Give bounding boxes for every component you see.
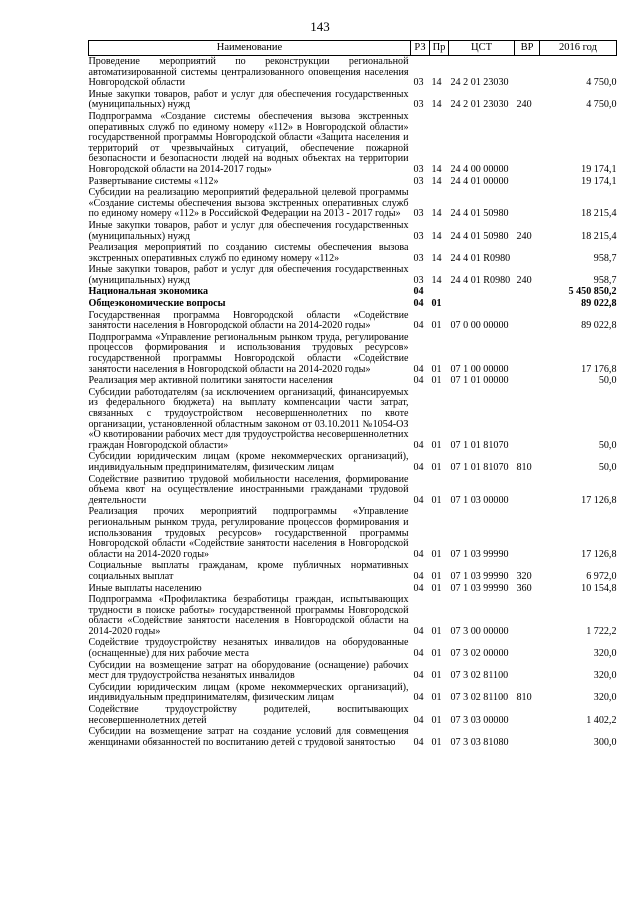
header-pr: Пр (430, 41, 449, 56)
header-cst: ЦСТ (449, 41, 515, 56)
row-vr-cell (515, 298, 540, 310)
row-cst-cell: 07 1 03 99990 (450, 582, 509, 594)
table-header (89, 41, 617, 56)
row-name-cell: Иные выплаты населению (88, 582, 202, 594)
row-rz-cell: 03 (413, 230, 424, 242)
table-row (89, 242, 617, 264)
row-sum-cell: 320,0 (593, 670, 617, 682)
row-sum-cell: 17 126,8 (581, 548, 617, 560)
row-sum-cell: 17 176,8 (581, 363, 617, 375)
row-cst-cell: 07 3 03 81080 (450, 736, 509, 748)
table-row (89, 560, 617, 582)
row-cst-cell: 24 4 01 R0980 (450, 252, 511, 264)
row-rz-cell: 04 (413, 625, 424, 637)
table-row (89, 637, 617, 659)
row-rz-cell: 03 (413, 252, 424, 264)
row-rz-cell: 03 (413, 274, 424, 286)
row-cst-cell: 24 4 01 R0980 (450, 274, 511, 286)
header-vr: ВР (515, 41, 540, 56)
row-rz-cell: 03 (413, 163, 424, 175)
row-pr-cell: 01 (431, 375, 442, 387)
table-row (89, 176, 617, 188)
row-pr-cell: 01 (431, 439, 442, 451)
table-row (89, 220, 617, 242)
row-name-cell: Развертывание системы «112» (88, 175, 219, 187)
table-row (89, 264, 617, 286)
row-pr-cell: 14 (431, 274, 442, 286)
table-row (89, 660, 617, 682)
row-rz-cell: 04 (413, 320, 424, 332)
row-rz-cell: 04 (413, 375, 424, 387)
row-vr-cell: 360 (516, 582, 532, 594)
row-vr-cell (515, 187, 540, 220)
row-rz-cell: 04 (413, 363, 424, 375)
row-cst-cell: 24 2 01 23030 (450, 99, 509, 111)
row-cst-cell (449, 298, 515, 310)
row-name-cell: Национальная экономика (88, 286, 209, 298)
row-vr-cell (515, 56, 540, 89)
row-cst-cell: 07 3 02 81100 (450, 692, 509, 704)
row-pr-cell: 01 (431, 692, 442, 704)
table-row (89, 332, 617, 375)
row-pr-cell: 14 (431, 230, 442, 242)
row-name-cell: Социальные выплаты гражданам, кроме публичных нормативных социальных выплат (88, 560, 409, 582)
row-sum-cell: 89 022,8 (581, 320, 617, 332)
row-pr-cell: 14 (431, 163, 442, 175)
row-sum-cell: 50,0 (598, 439, 617, 451)
row-name-cell: Реализация прочих мероприятий подпрограммы «Управление региональным рынком труда, регулирование процессов формирования и использования трудовых ресурсов» государственной программы Новгородской области «Содействие занятости населения в Новгородской области на 2014-2020 годы» (88, 506, 409, 560)
header-year: 2016 год (540, 41, 617, 56)
row-sum-cell: 320,0 (593, 648, 617, 660)
row-cst-cell: 07 1 03 00000 (450, 494, 509, 506)
row-cst-cell: 24 2 01 23030 (450, 77, 509, 89)
row-rz-cell: 04 (413, 439, 424, 451)
row-vr-cell (515, 506, 540, 560)
row-pr-cell: 01 (431, 570, 442, 582)
row-pr-cell: 01 (431, 736, 442, 748)
row-vr-cell (515, 242, 540, 264)
row-cst-cell: 07 1 01 81070 (450, 439, 509, 451)
row-rz-cell: 04 (413, 570, 424, 582)
row-cst-cell: 07 0 00 00000 (450, 320, 509, 332)
row-name-cell: Иные закупки товаров, работ и услуг для обеспечения государственных (муниципальных) нужд (88, 219, 409, 242)
row-name-cell: Субсидии юридическим лицам (кроме некоммерческих организаций), индивидуальным предпринимателям, физическим лицам (88, 681, 409, 704)
row-sum-cell: 958,7 (593, 252, 617, 264)
row-vr-cell (515, 726, 540, 748)
row-rz-cell: 04 (413, 286, 424, 298)
row-sum-cell: 300,0 (593, 736, 617, 748)
table-row (89, 506, 617, 560)
row-cst-cell: 07 3 02 00000 (450, 648, 509, 660)
row-pr-cell: 01 (431, 714, 442, 726)
table-row (89, 594, 617, 637)
row-vr-cell: 810 (516, 692, 532, 704)
table-row (89, 451, 617, 473)
row-pr-cell: 01 (431, 461, 442, 473)
row-pr-cell: 01 (431, 363, 442, 375)
row-pr-cell: 01 (431, 625, 442, 637)
table-row (89, 583, 617, 595)
row-vr-cell (515, 387, 540, 452)
header-name: Наименование (89, 41, 411, 56)
table-row (89, 704, 617, 726)
row-name-cell: Иные закупки товаров, работ и услуг для обеспечения государственных (муниципальных) нужд (88, 88, 409, 111)
row-vr-cell (515, 310, 540, 332)
row-vr-cell (515, 594, 540, 637)
row-rz-cell: 03 (413, 175, 424, 187)
table-row (89, 286, 617, 298)
row-rz-cell: 03 (413, 77, 424, 89)
row-cst-cell: 07 3 00 00000 (450, 625, 509, 637)
row-vr-cell (515, 176, 540, 188)
row-sum-cell: 19 174,1 (581, 163, 617, 175)
table-row (89, 310, 617, 332)
row-name-cell: Подпрограмма «Управление региональным рынком труда, регулирование процессов формирования и использования трудовых ресурсов» государственной программы Новгородской области «Содействие занятости населения в Новгородской области на 2014-2020 годы» (88, 331, 409, 375)
row-pr-cell: 01 (431, 298, 442, 310)
row-cst-cell: 24 4 01 50980 (450, 208, 509, 220)
row-vr-cell (515, 660, 540, 682)
row-sum-cell: 4 750,0 (586, 77, 617, 89)
row-pr-cell: 01 (431, 582, 442, 594)
row-rz-cell: 04 (413, 692, 424, 704)
row-sum-cell: 6 972,0 (586, 570, 617, 582)
row-cst-cell: 07 3 02 81100 (450, 670, 509, 682)
budget-table (88, 40, 617, 748)
row-vr-cell (515, 704, 540, 726)
row-rz-cell: 03 (413, 208, 424, 220)
row-name-cell: Подпрограмма «Создание системы обеспечения вызова экстренных оперативных служб по единому номеру «112» в Новгородской области» государственной программы Новгородской области «Защита населения и территорий от чрезвычайных ситуаций, обеспечение пожарной безопасности и безопасности людей на водных объектах на территории Новгородской области на 2014-2017 годы» (88, 110, 409, 175)
row-sum-cell: 50,0 (598, 461, 617, 473)
row-name-cell: Содействие трудоустройству родителей, воспитывающих несовершеннолетних детей (88, 704, 409, 726)
row-name-cell: Субсидии на реализацию мероприятий федеральной целевой программы «Создание системы обеспечения вызова экстренных оперативных служб по единому номеру «112» в Российской Федерации на 2013 - 2017 годы» (88, 187, 409, 220)
row-name-cell: Содействие трудоустройству незанятых инвалидов на оборудованные (оснащенные) для них рабочие места (88, 637, 409, 660)
table-row (89, 682, 617, 704)
table-row (89, 111, 617, 176)
row-sum-cell: 320,0 (593, 692, 617, 704)
row-cst-cell: 24 4 00 00000 (450, 163, 509, 175)
row-name-cell: Субсидии на возмещение затрат на создание условий для совмещения женщинами обязанностей по воспитанию детей с трудовой занятостью (88, 726, 409, 748)
row-sum-cell: 19 174,1 (581, 175, 617, 187)
row-vr-cell (515, 637, 540, 659)
row-name-cell: Государственная программа Новгородской области «Содействие занятости населения в Новгородской области на 2014-2020 годы» (88, 309, 409, 332)
table-row (89, 375, 617, 387)
row-cst-cell: 07 1 01 81070 (450, 461, 509, 473)
row-vr-cell (515, 286, 540, 298)
row-rz-cell: 04 (413, 461, 424, 473)
row-sum-cell: 4 750,0 (586, 99, 617, 111)
table-row (89, 187, 617, 220)
row-pr-cell: 14 (431, 208, 442, 220)
row-pr-cell: 01 (431, 648, 442, 660)
row-rz-cell: 04 (413, 582, 424, 594)
row-sum-cell: 1 402,2 (586, 714, 617, 726)
row-rz-cell: 04 (413, 548, 424, 560)
row-sum-cell: 50,0 (598, 375, 617, 387)
row-pr-cell (430, 286, 449, 298)
row-rz-cell: 04 (413, 298, 424, 310)
row-sum-cell: 89 022,8 (581, 298, 617, 310)
row-sum-cell: 10 154,8 (581, 582, 617, 594)
row-pr-cell: 01 (431, 320, 442, 332)
row-pr-cell: 14 (431, 99, 442, 111)
row-vr-cell: 320 (516, 570, 532, 582)
row-pr-cell: 01 (431, 494, 442, 506)
row-pr-cell: 01 (431, 548, 442, 560)
row-sum-cell: 17 126,8 (581, 494, 617, 506)
row-rz-cell: 04 (413, 670, 424, 682)
row-vr-cell: 240 (516, 99, 532, 111)
table-row (89, 474, 617, 507)
row-sum-cell: 958,7 (593, 274, 617, 286)
row-name-cell: Субсидии юридическим лицам (кроме некоммерческих организаций), индивидуальным предпринимателям, физическим лицам (88, 451, 409, 473)
row-vr-cell: 240 (516, 230, 532, 242)
header-rz: РЗ (411, 41, 430, 56)
row-name-cell: Подпрограмма «Профилактика безработицы граждан, испытывающих трудности в поиске работы» государственной программы Новгородской области «Содействие занятости населения в Новгородской области на 2014-2020 годы» (88, 594, 409, 637)
row-vr-cell: 240 (516, 274, 532, 286)
row-name-cell: Общеэкономические вопросы (88, 298, 226, 310)
row-pr-cell: 01 (431, 670, 442, 682)
row-cst-cell: 07 1 03 99990 (450, 570, 509, 582)
table-row (89, 298, 617, 310)
row-cst-cell (449, 286, 515, 298)
row-rz-cell: 04 (413, 714, 424, 726)
row-vr-cell (515, 375, 540, 387)
table-row (89, 726, 617, 748)
row-pr-cell: 14 (431, 77, 442, 89)
row-vr-cell (515, 111, 540, 176)
row-sum-cell: 5 450 850,2 (568, 286, 617, 298)
row-rz-cell: 04 (413, 494, 424, 506)
row-name-cell: Субсидии работодателям (за исключением организаций, финансируемых из федерального бюджета) на выплату компенсации части затрат, связанных с трудоустройством несовершеннолетних по квоте организации, установленной областным законом от 03.10.2011 №1054-ОЗ «О квотировании рабочих мест для трудоустройства несовершеннолетних граждан Новгородской области» (88, 386, 409, 451)
row-rz-cell: 04 (413, 736, 424, 748)
row-name-cell: Проведение мероприятий по реконструкции региональной автоматизированной системы централизованного оповещения населения Новгородской области (88, 56, 409, 89)
row-vr-cell (515, 474, 540, 507)
row-cst-cell: 24 4 01 50980 (450, 230, 509, 242)
page-number: 143 (310, 19, 330, 34)
row-pr-cell: 14 (431, 252, 442, 264)
table-row (89, 387, 617, 452)
row-rz-cell: 03 (413, 99, 424, 111)
row-sum-cell: 1 722,2 (586, 625, 617, 637)
row-cst-cell: 07 1 03 99990 (450, 548, 509, 560)
row-name-cell: Содействие развитию трудовой мобильности населения, формирование объема квот на осуществление иностранными гражданами трудовой деятельности (88, 473, 409, 506)
row-sum-cell: 18 215,4 (581, 208, 617, 220)
row-name-cell: Иные закупки товаров, работ и услуг для обеспечения государственных (муниципальных) нужд (88, 264, 409, 286)
table-body (89, 56, 617, 749)
row-pr-cell: 14 (431, 175, 442, 187)
row-sum-cell: 18 215,4 (581, 230, 617, 242)
table-row (89, 89, 617, 111)
row-vr-cell: 810 (516, 461, 532, 473)
row-cst-cell: 07 1 00 00000 (450, 363, 509, 375)
row-name-cell: Реализация мер активной политики занятости населения (88, 375, 333, 387)
table-row (89, 56, 617, 89)
row-cst-cell: 24 4 01 00000 (450, 175, 509, 187)
row-cst-cell: 07 3 03 00000 (450, 714, 509, 726)
row-cst-cell: 07 1 01 00000 (450, 375, 509, 387)
row-name-cell: Субсидии на возмещение затрат на оборудование (оснащение) рабочих мест для трудоустройства незанятых инвалидов (88, 659, 409, 682)
row-name-cell: Реализация мероприятий по созданию системы обеспечения вызова экстренных оперативных служб по единому номеру «112» (88, 242, 409, 264)
row-vr-cell (515, 332, 540, 375)
row-rz-cell: 04 (413, 648, 424, 660)
